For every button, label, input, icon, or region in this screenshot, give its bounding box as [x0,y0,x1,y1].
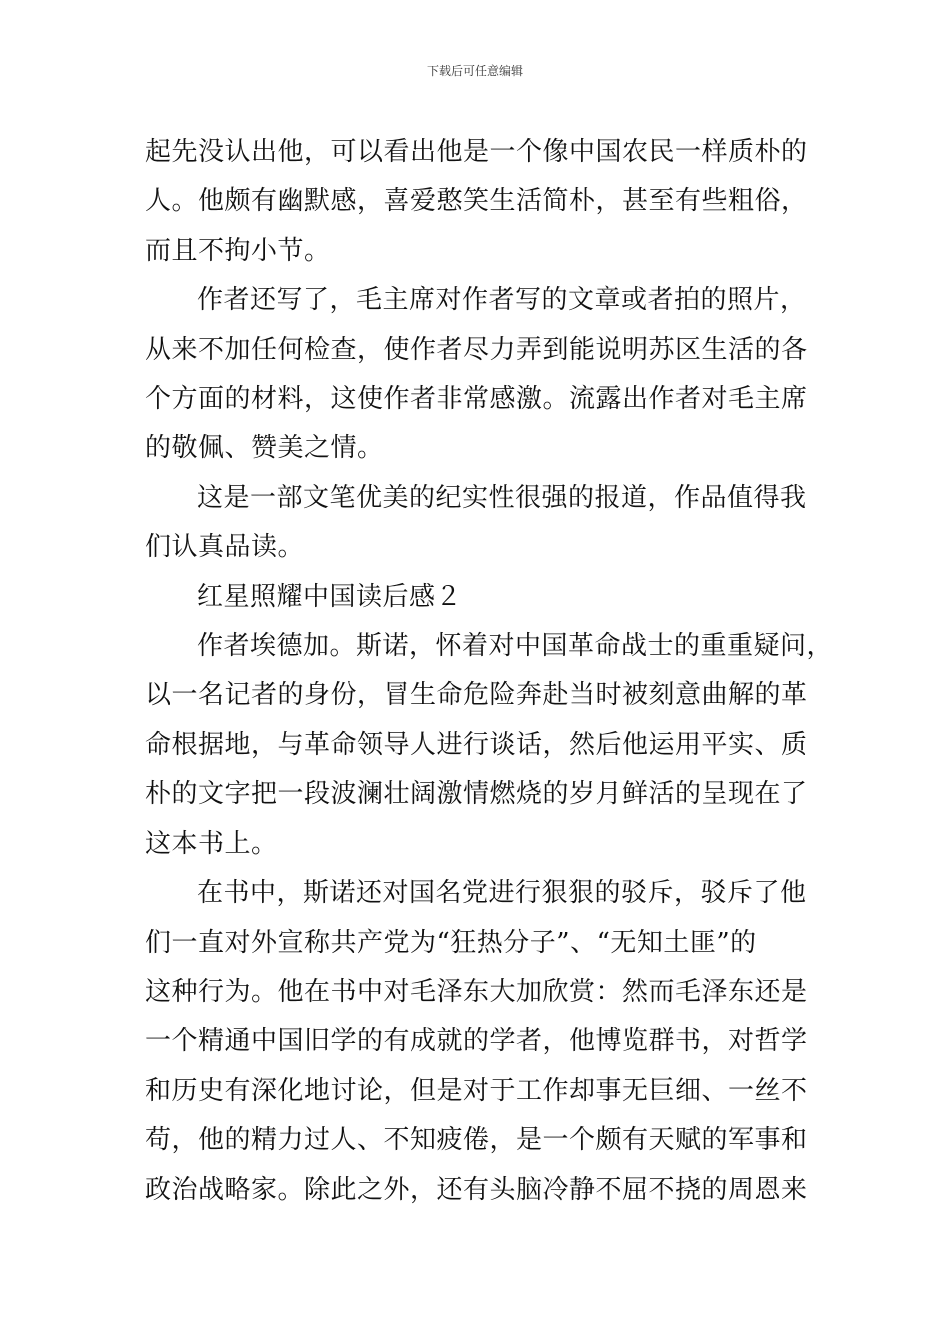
text-line: 苟，他的精力过人、不知疲倦，是一个颇有天赋的军事和 [145,1125,808,1156]
text-line: 从来不加任何检查，使作者尽力弄到能说明苏区生活的各 [145,334,808,365]
text-line: 们认真品读。 [145,532,305,563]
text-line: 而且不拘小节。 [145,235,331,266]
text-line: 这是一部文笔优美的纪实性很强的报道，作品值得我 [197,482,807,513]
document-body [145,128,834,1215]
text-line: 的敬佩、赞美之情。 [145,433,384,464]
text-line: 这本书上。 [145,828,278,859]
text-line: 以一名记者的身份，冒生命危险奔赴当时被刻意曲解的革 [145,680,808,711]
text-line: 作者还写了，毛主席对作者写的文章或者拍的照片， [197,285,807,316]
text-line: 和历史有深化地讨论，但是对于工作却事无巨细、一丝不 [145,1075,808,1106]
paragraph [145,869,815,1215]
text-line: 们一直对外宣称共产党为“狂热分子”、“无知土匪”的 [145,927,757,958]
heading-line: 红星照耀中国读后感２ [197,581,463,612]
paragraph [145,474,815,573]
text-line: 在书中，斯诺还对国名党进行狠狠的驳斥，驳斥了他 [197,878,807,909]
text-line: 起先没认出他，可以看出他是一个像中国农民一样质朴的 [145,137,808,167]
text-line: 朴的文字把一段波澜壮阔激情燃烧的岁月鲜活的呈现在了 [145,779,808,810]
text-line: 个方面的材料，这使作者非常感激。流露出作者对毛主席 [145,384,808,415]
page-header: 下载后可任意编辑 [426,64,523,78]
section-heading [145,573,815,622]
paragraph [145,622,834,869]
paragraph [145,276,815,474]
text-line: 一个精通中国旧学的有成就的学者，他博览群书，对哲学 [145,1026,808,1057]
text-line: 这种行为。他在书中对毛泽东大加欣赏：然而毛泽东还是 [145,976,808,1007]
text-line: 命根据地，与革命领导人进行谈话，然后他运用平实、质 [145,729,808,760]
text-line: 作者埃德加。斯诺，怀着对中国革命战士的重重疑问， [197,631,834,662]
text-line: 人。他颇有幽默感，喜爱憨笑生活简朴，甚至有些粗俗， [145,186,808,217]
paragraph [145,128,815,276]
text-line: 政治战略家。除此之外，还有头脑冷静不屈不挠的周恩来 [145,1174,808,1205]
